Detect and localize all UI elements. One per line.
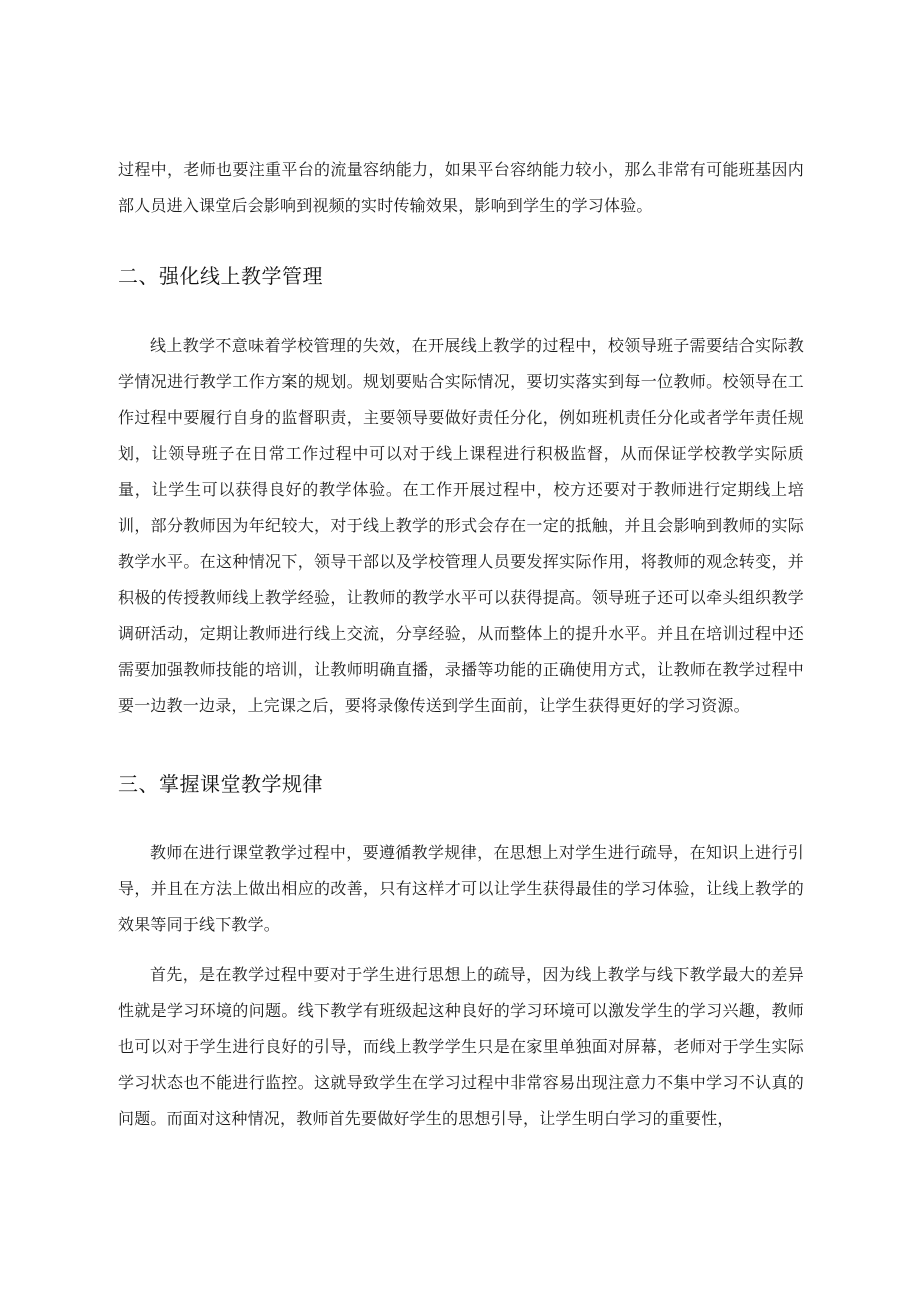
paragraph-continuation: 过程中，老师也要注重平台的流量容纳能力，如果平台容纳能力较小，那么非常有可能班基因内部人员进入课堂后会影响到视频的实时传输效果，影响到学生的学习体验。 [118, 160, 804, 215]
paragraph-teaching-rules: 教师在进行课堂教学过程中，要遵循教学规律，在思想上对学生进行疏导，在知识上进行引导，并且在方法上做出相应的改善，只有这样才可以让学生获得最佳的学习体验，让线上教学的效果等同于线下教学。 [118, 843, 804, 934]
paragraph-first-point: 首先，是在教学过程中要对于学生进行思想上的疏导，因为线上教学与线下教学最大的差异性就是学习环境的问题。线下教学有班级起这种良好的学习环境可以激发学生的学习兴趣，教师也可以对于学生进行良好的引导，而线上教学学生只是在家里单独面对屏幕，老师对于学生实际学习状态也不能进行监控。这就导致学生在学习过程中非常容易出现注意力不集中学习不认真的问题。而面对这种情况，教师首先要做好学生的思想引导，让学生明白学习的重要性， [118, 965, 804, 1128]
document-body [118, 152, 804, 1137]
section-heading-2: 二、强化线上教学管理 [118, 264, 323, 288]
paragraph-management: 线上教学不意味着学校管理的失效，在开展线上教学的过程中，校领导班子需要结合实际教学情况进行教学工作方案的规划。规划要贴合实际情况，要切实落实到每一位教师。校领导在工作过程中要履行自身的监督职责，主要领导要做好责任分化，例如班机责任分化或者学年责任规划，让领导班子在日常工作过程中可以对于线上课程进行积极监督，从而保证学校教学实际质量，让学生可以获得良好的教学体验。在工作开展过程中，校方还要对于教师进行定期线上培训，部分教师因为年纪较大，对于线上教学的形式会存在一定的抵触，并且会影响到教师的实际教学水平。在这种情况下，领导干部以及学校管理人员要发挥实际作用，将教师的观念转变，并积极的传授教师线上教学经验，让教师的教学水平可以获得提高。领导班子还可以牵头组织教学调研活动，定期让教师进行线上交流，分享经验，从而整体上的提升水平。并且在培训过程中还需要加强教师技能的培训，让教师明确直播，录播等功能的正确使用方式，让教师在教学过程中要一边教一边录，上完课之后，要将录像传送到学生面前，让学生获得更好的学习资源。 [118, 336, 804, 715]
section-heading-3: 三、掌握课堂教学规律 [118, 772, 323, 796]
paragraph-gap [118, 943, 804, 957]
